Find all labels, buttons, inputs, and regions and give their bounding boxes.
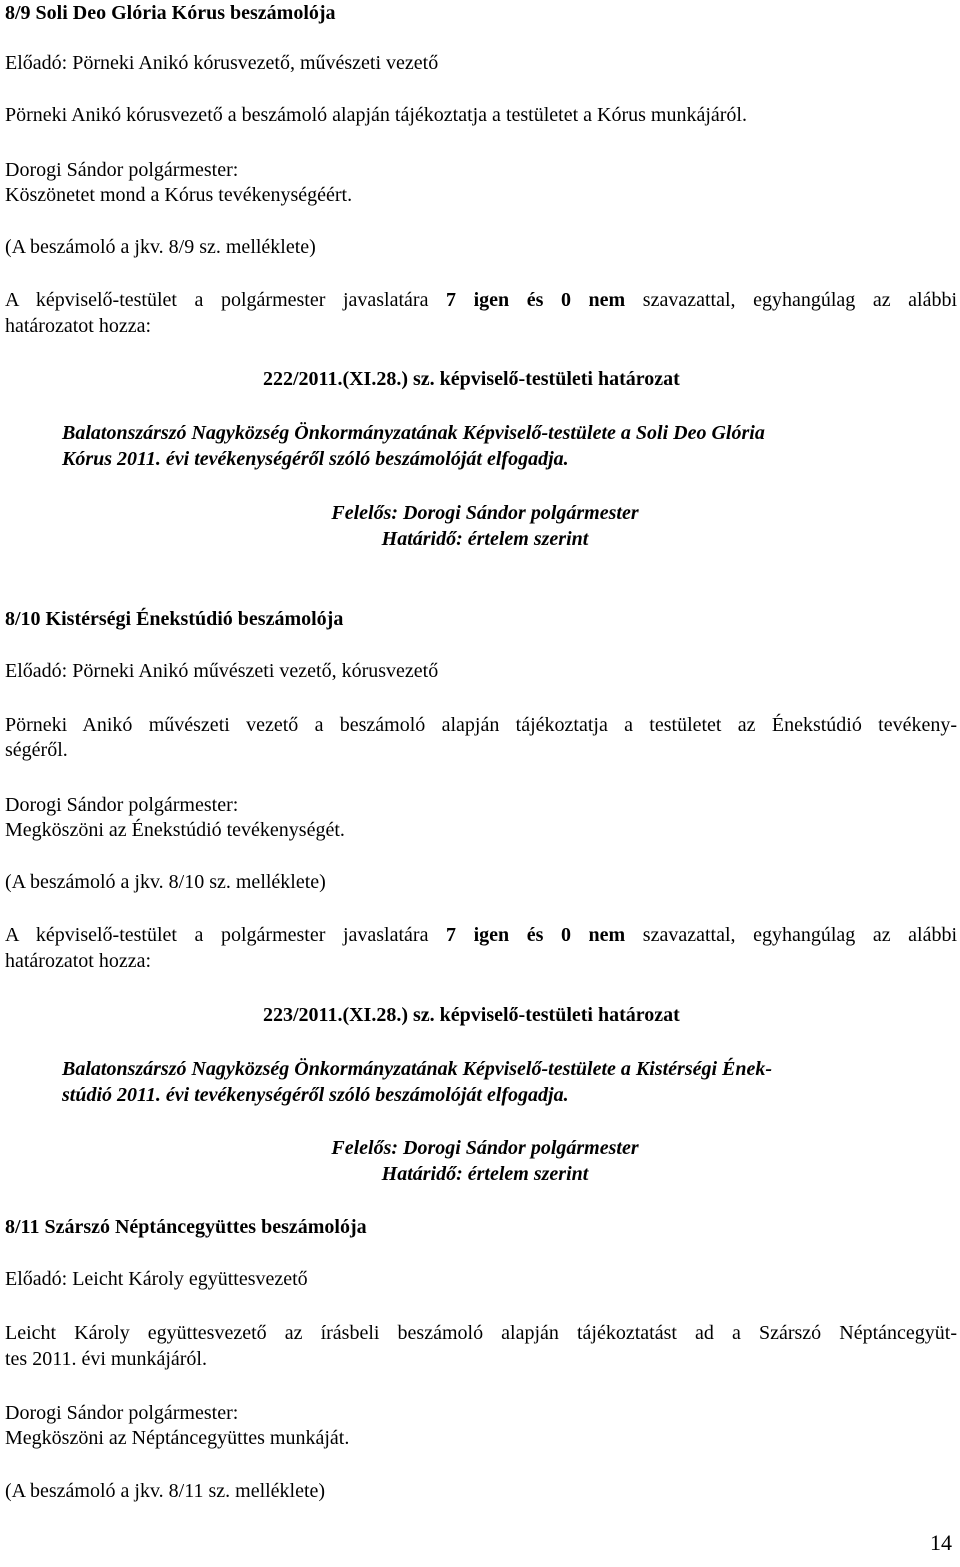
mayor-statement: Megköszöni az Énekstúdió tevékenységét. <box>5 819 345 841</box>
vote-intro: A képviselő-testület a polgármester javaslatára <box>5 924 429 946</box>
vote-outro: szavazattal, egyhangúlag az alábbi <box>642 289 958 311</box>
responsible-line: Felelős: Dorogi Sándor polgármester <box>331 502 639 524</box>
resolution-text-line-1: Balatonszárszó Nagyközség Önkormányzatának Képviselő-testülete a Kistérségi Ének- <box>62 1058 773 1080</box>
mayor-statement: Megköszöni az Néptáncegyüttes munkáját. <box>5 1427 350 1449</box>
mayor-label: Dorogi Sándor polgármester: <box>5 159 239 181</box>
presenter-line: Előadó: Leicht Károly együttesvezető <box>5 1268 308 1290</box>
vote-count: 7 igen és 0 nem <box>446 289 626 311</box>
section-heading: 8/9 Soli Deo Glória Kórus beszámolója <box>5 2 336 24</box>
annex-note: (A beszámoló a jkv. 8/10 sz. melléklete) <box>5 871 326 893</box>
vote-count: 7 igen és 0 nem <box>446 924 626 946</box>
mayor-statement: Köszönetet mond a Kórus tevékenységéért. <box>5 184 353 206</box>
vote-line-2: határozatot hozza: <box>5 315 152 337</box>
responsible-line: Felelős: Dorogi Sándor polgármester <box>331 1137 639 1159</box>
resolution-text-line-2: stúdió 2011. évi tevékenységéről szóló beszámolóját elfogadja. <box>62 1084 569 1106</box>
resolution-text-line-2: Kórus 2011. évi tevékenységéről szóló beszámolóját elfogadja. <box>62 448 569 470</box>
section-heading: 8/10 Kistérségi Énekstúdió beszámolója <box>5 608 344 630</box>
annex-note: (A beszámoló a jkv. 8/11 sz. melléklete) <box>5 1480 326 1502</box>
info-paragraph-line-2: tes 2011. évi munkájáról. <box>5 1348 207 1370</box>
mayor-label: Dorogi Sándor polgármester: <box>5 1402 239 1424</box>
info-paragraph: Pörneki Anikó kórusvezető a beszámoló alapján tájékoztatja a testületet a Kórus munkájáról. <box>5 104 747 126</box>
vote-line-2: határozatot hozza: <box>5 950 152 972</box>
annex-note: (A beszámoló a jkv. 8/9 sz. melléklete) <box>5 236 316 258</box>
resolution-title: 222/2011.(XI.28.) sz. képviselő-testületi határozat <box>263 368 680 390</box>
section-heading: 8/11 Szárszó Néptáncegyüttes beszámolója <box>5 1216 367 1238</box>
vote-line <box>5 922 957 948</box>
info-paragraph-line-1: Pörneki Anikó művészeti vezető a beszámoló alapján tájékoztatja a testületet az Énekstúdió tevékeny- <box>5 714 957 736</box>
vote-intro: A képviselő-testület a polgármester javaslatára <box>5 289 429 311</box>
presenter-line: Előadó: Pörneki Anikó művészeti vezető, kórusvezető <box>5 660 439 682</box>
page-number: 14 <box>930 1530 952 1555</box>
resolution-text-line-1: Balatonszárszó Nagyközség Önkormányzatának Képviselő-testülete a Soli Deo Glória <box>62 422 765 444</box>
deadline-line: Határidő: értelem szerint <box>381 528 589 550</box>
mayor-label: Dorogi Sándor polgármester: <box>5 794 239 816</box>
vote-line <box>5 287 957 313</box>
presenter-line: Előadó: Pörneki Anikó kórusvezető, művészeti vezető <box>5 52 439 74</box>
vote-outro: szavazattal, egyhangúlag az alábbi <box>642 924 958 946</box>
info-paragraph-line-1: Leicht Károly együttesvezető az írásbeli beszámoló alapján tájékoztatást ad a Szárszó Néptáncegyüt- <box>5 1322 957 1344</box>
info-paragraph-line-2: ségéről. <box>5 739 68 761</box>
deadline-line: Határidő: értelem szerint <box>381 1163 589 1185</box>
resolution-title: 223/2011.(XI.28.) sz. képviselő-testületi határozat <box>263 1004 680 1026</box>
